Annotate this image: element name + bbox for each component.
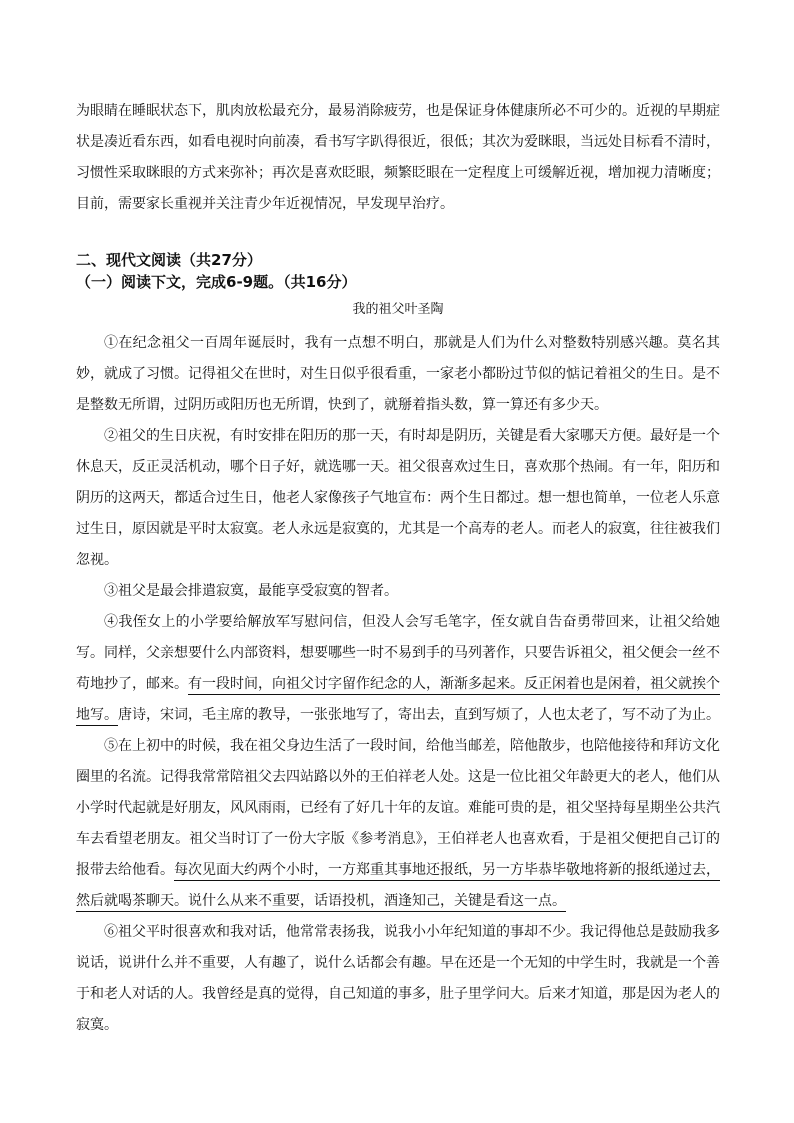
section-header [76, 249, 720, 293]
section-heading: 二、现代文阅读（共27分） [76, 251, 262, 269]
paragraph-4-text-a: ④我侄女上的小学要给解放军写慰问信，但没人会写毛笔字，侄女就自告奋勇带回来，让祖父给她写。同样，父亲想要什么内部资料，想要哪些一时不易到手的马列著作，只要告诉祖父，祖父便会一丝不苟地抄了，邮来。 [76, 614, 720, 692]
article-paragraph-1: ①在纪念祖父一百周年诞辰时，我有一点想不明白，那就是人们为什么对整数特别感兴趣。莫名其妙，就成了习惯。记得祖父在世时，对生日似乎很看重，一家老小都盼过节似的惦记着祖父的生日。是不是整数无所谓，过阴历或阳历也无所谓，快到了，就掰着指头数，算一算还有多少天。 [76, 335, 720, 413]
underlined-sentence-2: 每次见面大约两个小时，一方郑重其事地还报纸，另一方毕恭毕敬地将新的报纸递过去，然后就喝茶聊天。说什么从来不重要，话语投机，酒逢知己，关键是看这一点。 [76, 862, 720, 909]
article-title: 我的祖父叶圣陶 [352, 302, 444, 317]
article-paragraph-2: ②祖父的生日庆祝，有时安排在阳历的那一天，有时却是阴历，关键是看大家哪天方便。最好是一个休息天，反正灵活机动，哪个日子好，就选哪一天。祖父很喜欢过生日，喜欢那个热闹。有一年，阳历和阴历的这两天，都适合过生日，他老人家像孩子气地宣布：两个生日都过。想一想也简单，一位老人乐意过生日，原因就是平时太寂寞。老人永远是寂寞的，尤其是一个高寿的老人。而老人的寂寞，往往被我们忽视。 [76, 428, 720, 568]
article-paragraph-6: ⑥祖父平时很喜欢和我对话，他常常表扬我，说我小小年纪知道的事却不少。我记得他总是鼓励我多说话，说讲什么并不重要，人有趣了，说什么话都会有趣。早在还是一个无知的中学生时，我就是一个善于和老人对话的人。我曾经是真的觉得，自己知道的事多，肚子里学问大。后来才知道，那是因为老人的寂寞。 [76, 924, 720, 1033]
page-content [76, 96, 720, 1041]
article-paragraph-3: ③祖父是最会排遣寂寞，最能享受寂寞的智者。 [104, 583, 398, 599]
paragraph-5-text-a: ⑤在上初中的时候，我在祖父身边生活了一段时间，给他当邮差，陪他散步，也陪他接待和拜访文化圈里的名流。记得我常常陪祖父去四站路以外的王伯祥老人处。这是一位比祖父年龄更大的老人，他们从小学时代起就是好朋友，风风雨雨，已经有了好几十年的友谊。难能可贵的是，祖父坚持每星期坐公共汽车去看望老朋友。祖父当时订了一份大字版《参考消息》，王伯祥老人也喜欢看，于是祖父便把自己订的报带去给他看。 [76, 738, 720, 878]
article-paragraph-5 [76, 731, 720, 917]
article-paragraph-4 [76, 607, 720, 731]
subsection-heading: （一）阅读下文，完成6-9题。（共16分） [76, 273, 357, 291]
intro-paragraph: 为眼睛在睡眠状态下，肌肉放松最充分，最易消除疲劳，也是保证身体健康所必不可少的。近视的早期症状是凑近看东西，如看电视时向前凑，看书写字趴得很近，很低；其次为爱眯眼，当远处目标看不清时，习惯性采取眯眼的方式来弥补；再次是喜欢眨眼，频繁眨眼在一定程度上可缓解近视，增加视力清晰度；目前，需要家长重视并关注青少年近视情况，早发现早治疗。 [76, 103, 720, 212]
underlined-sentence-1: 有一段时间，向祖父讨字留作纪念的人，渐渐多起来。反正闲着也是闲着，祖父就挨个地写。 [76, 676, 720, 723]
paragraph-4-text-c: 唐诗，宋词，毛主席的教导，一张张地写了，寄出去，直到写烦了，人也太老了，写不动了为止。 [118, 707, 720, 723]
